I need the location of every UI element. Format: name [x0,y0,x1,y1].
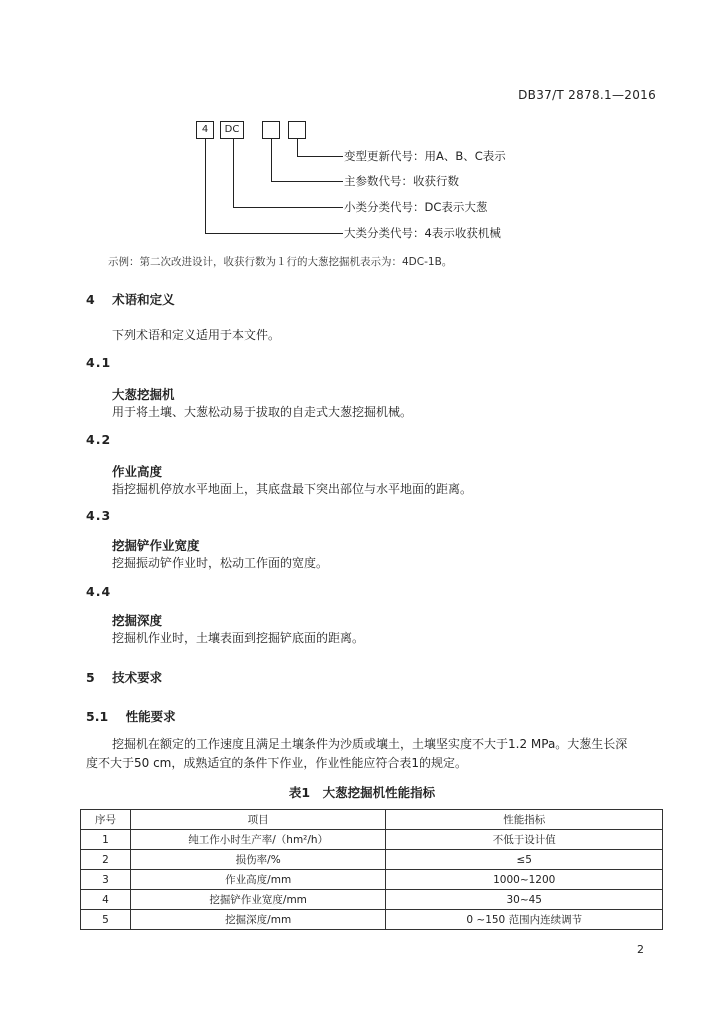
code-label-subcategory: 小类分类代号：DC表示大葱 [344,200,488,214]
code-label-category: 大类分类代号：4表示收获机械 [344,226,501,240]
section-5-heading [86,668,162,686]
section-title: 技术要求 [112,670,163,685]
header-cell: 性能指标 [386,810,663,830]
table-row [81,910,663,930]
table-cell: 作业高度/mm [130,870,386,890]
table-cell: 挖掘深度/mm [130,910,386,930]
connector-line [233,207,343,208]
table-cell: 纯工作小时生产率/（hm²/h） [130,830,386,850]
term-number: 4.1 [86,355,112,370]
connector-line [205,233,343,234]
header-cell: 项目 [130,810,386,830]
subsection-title: 性能要求 [125,709,176,724]
term-definition: 用于将土壤、大葱松动易于拔取的自走式大葱挖掘机械。 [112,405,413,419]
code-box-variant [288,121,306,139]
term-definition: 挖掘机作业时，土壤表面到挖掘铲底面的距离。 [112,631,365,645]
connector-line [297,139,298,156]
table-row [81,870,663,890]
table-cell: 4 [81,890,131,910]
table-cell: 挖掘铲作业宽度/mm [130,890,386,910]
page-number: 2 [637,943,644,956]
header-cell: 序号 [81,810,131,830]
code-box-main-param [262,121,280,139]
paragraph-line: 度不大于50 cm，成熟适宜的条件下作业，作业性能应符合表1的规定。 [86,756,468,770]
term-number: 4.4 [86,584,112,599]
table-cell: 不低于设计值 [386,830,663,850]
table-header-row [81,810,663,830]
connector-line [271,181,343,182]
table-cell: 30~45 [386,890,663,910]
code-label-variant: 变型更新代号：用A、B、C表示 [344,149,506,163]
table-cell: 2 [81,850,131,870]
subsection-5-1-heading [86,707,176,725]
term-number: 4.2 [86,432,112,447]
table-cell: 0 ~150 范围内连续调节 [386,910,663,930]
connector-line [205,139,206,233]
table-row [81,890,663,910]
table-caption: 表1 大葱挖掘机性能指标 [288,785,436,800]
code-label-main-param: 主参数代号：收获行数 [344,174,459,188]
table-cell: 5 [81,910,131,930]
section-number: 4 [86,292,95,307]
subsection-number: 5.1 [86,709,109,724]
section-number: 5 [86,670,95,685]
term-name: 挖掘深度 [112,613,163,628]
section-title: 术语和定义 [112,292,175,307]
table-row [81,850,663,870]
section-4-heading [86,290,175,308]
table-cell: 3 [81,870,131,890]
standard-id: DB37/T 2878.1—2016 [518,88,656,102]
term-name: 挖掘铲作业宽度 [112,538,200,553]
term-number: 4.3 [86,508,112,523]
term-definition: 挖掘振动铲作业时，松动工作面的宽度。 [112,556,329,570]
paragraph-line: 挖掘机在额定的工作速度且满足土壤条件为沙质或壤土，土壤坚实度不大于1.2 MPa。大葱生长深 [112,737,628,751]
performance-table [80,809,663,930]
table-cell: 1000~1200 [386,870,663,890]
connector-line [233,139,234,207]
connector-line [271,139,272,181]
code-box-category: 4 [196,121,214,139]
code-example: 示例：第二次改进设计，收获行数为１行的大葱挖掘机表示为：4DC-1B。 [108,256,453,268]
table-cell: 损伤率/% [130,850,386,870]
table-cell: ≤5 [386,850,663,870]
term-name: 作业高度 [112,464,163,479]
connector-line [297,156,343,157]
table-row [81,830,663,850]
term-name: 大葱挖掘机 [112,387,175,402]
table-cell: 1 [81,830,131,850]
term-definition: 指挖掘机停放水平地面上，其底盘最下突出部位与水平地面的距离。 [112,482,473,496]
section-4-intro: 下列术语和定义适用于本文件。 [112,328,281,342]
code-box-subcategory: DC [220,121,244,139]
